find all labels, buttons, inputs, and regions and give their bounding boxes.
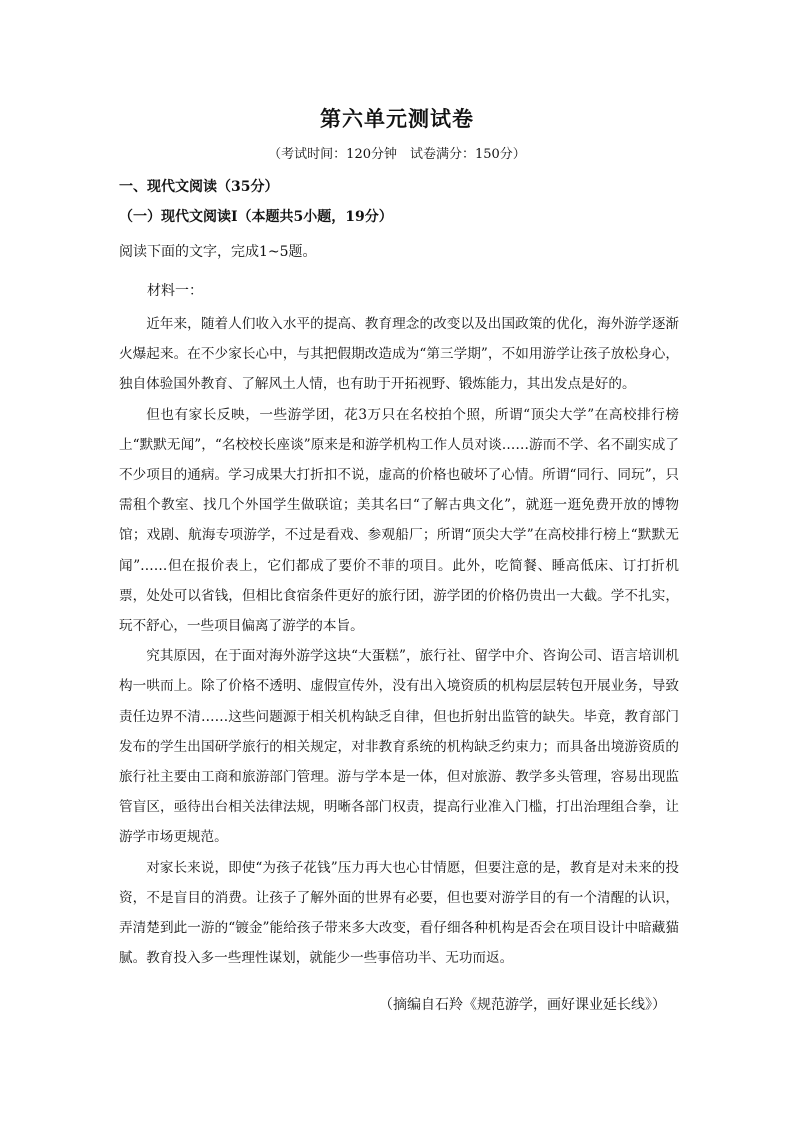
material-label: 材料一： xyxy=(147,283,203,299)
reading-instruction: 阅读下面的文字，完成1~5题。 xyxy=(119,244,317,260)
exam-info: （考试时间：120分钟 试卷满分：150分） xyxy=(268,147,526,162)
section-heading: 一、现代文阅读（35分） xyxy=(119,179,279,195)
paragraph: 但也有家长反映，一些游学团，花3万只在名校拍个照，所谓“顶尖大学”在高校排行榜上“默默无闻”，“名校校长座谈”原来是和游学机构工作人员对谈……游而不学、名不副实成了不少项目的通病。学习成果大打折扣不说，虚高的价格也破坏了心情。所谓“同行、同玩”，只需租个教室、找几个外国学生做联谊；美其名曰“了解古典文化”，就逛一逛免费开放的博物馆；戏剧、航海专项游学，不过是看戏、参观船厂；所谓“顶尖大学”在高校排行榜上“默默无闻”……但在报价表上，它们都成了要价不菲的项目。此外，吃简餐、睡高低床、订打折机票，处处可以省钱，但相比食宿条件更好的旅行团，游学团的价格仍贵出一大截。学不扎实，玩不舒心，一些项目偏离了游学的本旨。 xyxy=(119,406,679,635)
paragraph: 对家长来说，即使“为孩子花钱”压力再大也心甘情愿，但要注意的是，教育是对未来的投资，不是盲目的消费。让孩子了解外面的世界有必要，但也要对游学目的有一个清醒的认识，弄清楚到此一游的“镀金”能给孩子带来多大改变，看仔细各种机构是否会在项目设计中暗藏猫腻。教育投入多一些理性谋划，就能少一些事倍功半、无功而返。 xyxy=(119,859,679,967)
material-text xyxy=(119,309,679,973)
page-title: 第六单元测试卷 xyxy=(320,106,474,131)
source-citation: （摘编自石羚《规范游学，画好课业延长线》） xyxy=(379,997,666,1013)
paragraph: 究其原因，在于面对海外游学这块“大蛋糕”，旅行社、留学中介、咨询公司、语言培训机构一哄而上。除了价格不透明、虚假宣传外，没有出入境资质的机构层层转包开展业务，导致责任边界不清……这些问题源于相关机构缺乏自律，但也折射出监管的缺失。毕竟，教育部门发布的学生出国研学旅行的相关规定，对非教育系统的机构缺乏约束力；而具备出境游资质的旅行社主要由工商和旅游部门管理。游与学本是一体，但对旅游、教学多头管理，容易出现监管盲区，亟待出台相关法律法规，明晰各部门权责，提高行业准入门槛，打出治理组合拳，让游学市场更规范。 xyxy=(119,648,679,846)
subsection-heading: （一）现代文阅读Ⅰ（本题共5小题，19分） xyxy=(119,209,393,225)
paragraph: 近年来，随着人们收入水平的提高、教育理念的改变以及出国政策的优化，海外游学逐渐火爆起来。在不少家长心中，与其把假期改造成为“第三学期”，不如用游学让孩子放松身心，独自体验国外教育、了解风土人情，也有助于开拓视野、锻炼能力，其出发点是好的。 xyxy=(119,316,679,393)
